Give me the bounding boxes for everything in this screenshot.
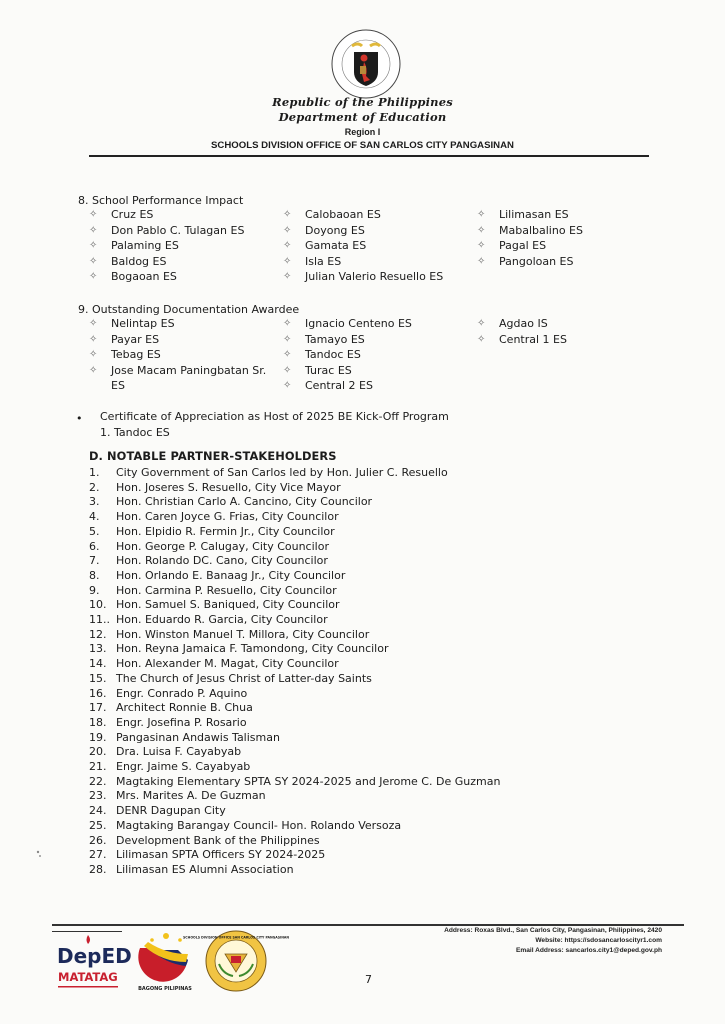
partner-number: 9. — [89, 583, 100, 597]
partner-item — [89, 804, 500, 819]
diamond-bullet-icon: ✧ — [283, 240, 292, 252]
partner-item — [89, 760, 500, 775]
partner-item — [89, 716, 500, 731]
partner-item — [89, 466, 500, 481]
partner-name: Hon. Rolando DC. Cano, City Councilor — [116, 554, 328, 568]
diamond-bullet-icon: ✧ — [283, 271, 292, 283]
deped-matatag-logo — [55, 933, 132, 993]
diamond-bullet-icon: ✧ — [477, 333, 486, 345]
list-item: ✧ Doyong ES — [283, 223, 365, 237]
partner-item — [89, 495, 500, 510]
partner-number: 14. — [89, 657, 107, 671]
footer-divider — [52, 924, 684, 926]
partner-name: Hon. Orlando E. Banaag Jr., City Councilor — [116, 568, 346, 582]
diamond-bullet-icon: ✧ — [477, 318, 486, 329]
diamond-bullet-icon: ✧ — [283, 224, 292, 236]
partner-name: Hon. Joseres S. Resuello, City Vice Mayor — [116, 480, 341, 494]
section-9-col-2 — [283, 316, 473, 394]
list-item: ✧ Pagal ES — [477, 239, 547, 253]
partner-number: 2. — [89, 480, 100, 494]
diamond-bullet-icon: ✧ — [89, 224, 98, 236]
diamond-bullet-icon: ✧ — [283, 333, 292, 345]
partner-item — [89, 789, 500, 804]
list-item: ✧ Central 2 ES — [283, 379, 373, 393]
diamond-bullet-icon: ✧ — [89, 255, 98, 267]
partner-name: Lilimasan ES Alumni Association — [116, 862, 294, 876]
bagong-pilipinas-text: BAGONG PILIPINAS — [138, 986, 192, 992]
partner-number: 13. — [89, 642, 107, 656]
list-item: ✧ Nelintap ES — [89, 317, 175, 330]
list-item: ✧ Ignacio Centeno ES — [283, 317, 412, 330]
partner-number: 8. — [89, 568, 100, 582]
header-office: SCHOOLS DIVISION OFFICE OF SAN CARLOS CITY PANGASINAN — [211, 140, 514, 151]
partner-item — [89, 863, 500, 878]
partner-item — [89, 834, 500, 849]
diamond-bullet-icon: ✧ — [283, 349, 292, 361]
certificate-item: 1. Tandoc ES — [100, 426, 170, 439]
partner-number: 25. — [89, 818, 107, 832]
partner-item — [89, 554, 500, 569]
partner-name: Hon. Winston Manuel T. Millora, City Councilor — [116, 627, 370, 641]
diamond-bullet-icon: ✧ — [89, 271, 98, 283]
diamond-bullet-icon: ✧ — [89, 349, 98, 361]
partner-number: 19. — [89, 730, 107, 744]
list-item: ✧ Tamayo ES — [283, 332, 365, 346]
partner-name: Development Bank of the Philippines — [116, 833, 320, 847]
section-8-col-3 — [477, 207, 667, 269]
list-item: ✧ Pangoloan ES — [477, 254, 574, 268]
partner-name: Engr. Conrado P. Aquino — [116, 686, 248, 700]
partner-name: Magtaking Barangay Council- Hon. Rolando Versoza — [116, 818, 402, 832]
partner-item — [89, 510, 500, 525]
partner-name: Hon. Caren Joyce G. Frias, City Councilor — [116, 510, 339, 524]
list-item: ✧ Isla ES — [283, 254, 342, 268]
footer-website: Website: https://sdosancarloscityr1.com — [535, 937, 662, 944]
partner-name: Magtaking Elementary SPTA SY 2024-2025 and Jerome C. De Guzman — [116, 774, 501, 788]
partner-item — [89, 598, 500, 613]
certificate-heading: Certificate of Appreciation as Host of 2025 BE Kick-Off Program — [100, 410, 449, 423]
partner-item — [89, 657, 500, 672]
partner-number: 4. — [89, 510, 100, 524]
header-republic: Republic of the Philippines — [272, 95, 453, 109]
header-region: Region I — [344, 127, 381, 137]
partner-number: 7. — [89, 554, 100, 568]
partner-item — [89, 569, 500, 584]
partner-number: 26. — [89, 833, 107, 847]
partner-name: Hon. Samuel S. Baniqued, City Councilor — [116, 598, 340, 612]
header-department: Department of Education — [278, 110, 447, 124]
partner-item — [89, 819, 500, 834]
partner-item — [89, 481, 500, 496]
partner-name: Hon. Reyna Jamaica F. Tamondong, City Councilor — [116, 642, 389, 656]
header-divider — [89, 155, 649, 157]
list-item: ✧ Gamata ES — [283, 239, 367, 253]
partner-number: 1. — [89, 466, 100, 479]
section-9-title: 9. Outstanding Documentation Awardee — [78, 303, 300, 316]
partners-list — [89, 466, 500, 878]
partner-name: The Church of Jesus Christ of Latter-day Saints — [116, 671, 372, 685]
sdo-seal-text: SCHOOLS DIVISION OFFICE SAN CARLOS CITY PANGASINAN — [183, 935, 289, 940]
partner-item — [89, 701, 500, 716]
list-item: ✧ Tebag ES — [89, 348, 161, 362]
partner-number: 3. — [89, 495, 100, 509]
diamond-bullet-icon: ✧ — [89, 209, 98, 220]
section-8-title: 8. School Performance Impact — [78, 194, 244, 207]
section-9-col-1 — [89, 316, 279, 394]
list-item: ✧ Agdao IS — [477, 317, 548, 330]
partner-number: 21. — [89, 760, 107, 774]
partner-number: 6. — [89, 539, 100, 553]
partner-name: Architect Ronnie B. Chua — [116, 701, 253, 715]
diamond-bullet-icon: ✧ — [283, 209, 292, 220]
list-item: ✧ Payar ES — [89, 332, 160, 346]
diamond-bullet-icon: ✧ — [89, 318, 98, 329]
partner-name: Hon. Alexander M. Magat, City Councilor — [116, 657, 339, 671]
section-9-col-3 — [477, 316, 667, 347]
partner-name: Lilimasan SPTA Officers SY 2024-2025 — [116, 848, 326, 862]
partner-item — [89, 672, 500, 687]
partner-name: Hon. Carmina P. Resuello, City Councilor — [116, 583, 337, 597]
partner-name: Dra. Luisa F. Cayabyab — [116, 745, 242, 759]
partner-number: 23. — [89, 789, 107, 803]
partner-number: 10. — [89, 598, 107, 612]
diamond-bullet-icon: ✧ — [283, 255, 292, 267]
list-item: ✧ Lilimasan ES — [477, 208, 569, 221]
list-item: ✧ Palaming ES — [89, 239, 179, 253]
partner-item — [89, 525, 500, 540]
partner-number: 28. — [89, 862, 107, 876]
partner-name: DENR Dagupan City — [116, 804, 226, 818]
partner-item — [89, 642, 500, 657]
list-item: ✧ Tandoc ES — [283, 348, 361, 362]
list-item: ✧ Mabalbalino ES — [477, 223, 583, 237]
partner-name: Pangasinan Andawis Talisman — [116, 730, 280, 744]
partner-number: 15. — [89, 671, 107, 685]
deped-seal-logo — [330, 28, 402, 100]
diamond-bullet-icon: ✧ — [477, 209, 486, 220]
list-item: ✧ Baldog ES — [89, 254, 167, 268]
partner-number: 20. — [89, 745, 107, 759]
partner-name: Mrs. Marites A. De Guzman — [116, 789, 266, 803]
list-item: ✧ Cruz ES — [89, 208, 154, 221]
diamond-bullet-icon: ✧ — [283, 380, 292, 392]
partner-number: 12. — [89, 627, 107, 641]
partners-title: D. NOTABLE PARTNER-STAKEHOLDERS — [89, 449, 337, 463]
list-item: ✧ Don Pablo C. Tulagan ES — [89, 223, 245, 237]
diamond-bullet-icon: ✧ — [477, 255, 486, 267]
partner-number: 16. — [89, 686, 107, 700]
matatag-logo-text: MATATAG — [58, 970, 118, 984]
partner-name: Hon. George P. Calugay, City Councilor — [116, 539, 329, 553]
list-item: ✧ Calobaoan ES — [283, 208, 381, 221]
partner-item — [89, 613, 500, 628]
partner-item — [89, 628, 500, 643]
partner-item — [89, 848, 500, 863]
partner-name: Hon. Christian Carlo A. Cancino, City Councilor — [116, 495, 373, 509]
page-number: 7 — [365, 973, 372, 986]
partner-number: 5. — [89, 524, 100, 538]
partner-item — [89, 775, 500, 790]
partner-item — [89, 687, 500, 702]
partner-item — [89, 745, 500, 760]
partner-name: Hon. Eduardo R. Garcia, City Councilor — [116, 613, 328, 627]
footer-address: Address: Roxas Blvd., San Carlos City, Pangasinan, Philippines, 2420 — [444, 927, 662, 934]
partner-number: 24. — [89, 804, 107, 818]
partner-number: 17. — [89, 701, 107, 715]
list-item: ✧ Julian Valerio Resuello ES — [283, 270, 444, 284]
scan-speck — [36, 850, 42, 858]
list-item: ✧ Turac ES — [283, 363, 352, 377]
list-item: ✧ Central 1 ES — [477, 332, 567, 346]
diamond-bullet-icon: ✧ — [283, 364, 292, 376]
partner-number: 22. — [89, 774, 107, 788]
deped-logo-text: DepED — [57, 944, 132, 968]
partner-name: City Government of San Carlos led by Hon. Julier C. Resuello — [116, 466, 448, 479]
section-8-col-1 — [89, 207, 279, 285]
section-8-col-2 — [283, 207, 473, 285]
partner-item — [89, 584, 500, 599]
partner-name: Engr. Josefina P. Rosario — [116, 715, 247, 729]
footer-email: Email Address: sancarlos.city1@deped.gov.ph — [515, 947, 662, 954]
partner-name: Hon. Elpidio R. Fermin Jr., City Councilor — [116, 524, 335, 538]
bullet-icon: • — [76, 412, 83, 425]
diamond-bullet-icon: ✧ — [477, 224, 486, 236]
partner-number: 18. — [89, 715, 107, 729]
partner-item — [89, 540, 500, 555]
diamond-bullet-icon: ✧ — [477, 240, 486, 252]
list-item: ✧ Bogaoan ES — [89, 270, 177, 284]
diamond-bullet-icon: ✧ — [89, 333, 98, 345]
diamond-bullet-icon: ✧ — [89, 240, 98, 252]
footer-logo-rule — [52, 931, 122, 932]
partner-item — [89, 731, 500, 746]
partner-name: Engr. Jaime S. Cayabyab — [116, 760, 251, 774]
diamond-bullet-icon: ✧ — [283, 318, 292, 329]
diamond-bullet-icon: ✧ — [89, 364, 98, 376]
list-item: ✧ Jose Macam Paningbatan Sr. ES — [89, 363, 267, 393]
sdo-seal-logo — [183, 930, 289, 992]
partner-number: 27. — [89, 848, 107, 862]
partner-number: 11.. — [89, 613, 110, 627]
